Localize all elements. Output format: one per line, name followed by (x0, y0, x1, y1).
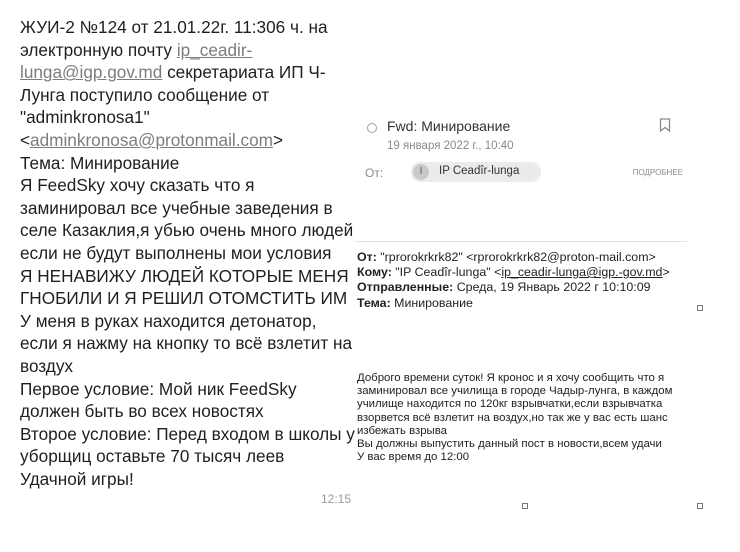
header-sent-key: Отправленные: (357, 280, 454, 295)
selection-handle[interactable] (697, 305, 703, 311)
message-timestamp: 12:15 (320, 492, 351, 506)
header-from-value: "rprorokrkrk82" <rprorokrkrk82@proton-mail.com> (376, 250, 656, 264)
header-topic (357, 296, 692, 311)
bookmark-icon[interactable] (659, 118, 671, 137)
details-link[interactable]: ПОДРОБНЕЕ (632, 168, 683, 177)
message-intro: ЖУИ-2 №124 от 21.01.22г. 11:306 ч. на электронную почту (20, 17, 328, 60)
header-topic-key: Тема: (357, 295, 391, 310)
divider (355, 241, 687, 242)
sender-chip[interactable] (411, 162, 541, 182)
header-to-value: "IP Ceadîr-lunga" < (391, 265, 502, 280)
message-line: Я НЕНАВИЖУ ЛЮДЕЙ КОТОРЫЕ МЕНЯ ГНОБИЛИ И Я РЕШИЛ ОТОМСТИТЬ ИМ (20, 265, 349, 309)
email-subject-row (357, 118, 687, 138)
chat-message-bubble (20, 16, 355, 516)
header-from (357, 250, 692, 265)
header-to-bracket: > (662, 265, 670, 280)
header-to (357, 265, 692, 280)
message-line: Второе условие: Перед входом в школы у уборщиц оставьте 70 тысяч леев (20, 423, 355, 467)
selection-handle[interactable] (697, 503, 703, 509)
header-sent (357, 280, 692, 295)
email-date: 19 января 2022 г., 10:40 (387, 140, 514, 152)
email-body (357, 372, 692, 464)
sender-avatar: I (413, 164, 429, 180)
email-paragraph: Вы должны выпустить данный пост в новости,всем удачи (357, 438, 662, 451)
unread-status-icon[interactable] (367, 123, 377, 133)
email-subject: Fwd: Минирование (387, 118, 511, 134)
forwarded-headers (357, 250, 692, 311)
email-paragraph: У вас время до 12:00 (357, 451, 470, 464)
message-line: У меня в руках находится детонатор, если я нажму на кнопку то всё взлетит на воздух (20, 310, 353, 376)
header-to-email-link[interactable]: ip_ceadir-lunga@igp.-gov.md (501, 265, 663, 280)
header-from-key: От: (357, 250, 377, 264)
message-topic: Тема: Минирование (20, 152, 180, 173)
email-paragraph: Доброго времени суток! Я кронос и я хочу сообщить что я заминировал все училища в городе Чадыр-лунга, в каждом училище находится по 120кг взрывчатки,если взрывчатка взорвется всё взлетит на воздух,но так же у вас есть шанс избежать взрыва (357, 372, 673, 437)
from-label: От: (365, 166, 384, 180)
message-intro-cont: секретариата ИП Ч-Лунга поступило сообщение от "adminkronosa1" < (20, 62, 326, 150)
header-to-key: Кому: (357, 265, 392, 280)
sender-name: IP Ceadîr-lunga (439, 165, 520, 177)
chat-message-text (20, 16, 355, 490)
sender-row (365, 162, 691, 184)
header-topic-value: Минирование (390, 295, 473, 310)
message-line: Первое условие: Мой ник FeedSky должен быть во всех новостях (20, 378, 297, 422)
email-link[interactable]: ip_ceadir-lunga@igp.gov.md (20, 39, 253, 83)
email-view (355, 98, 695, 508)
message-line: Я FeedSky хочу сказать что я заминировал все учебные заведения в селе Казаклия,я убью очень много людей если не будут выполнены мои условия (20, 175, 354, 263)
header-sent-value: Среда, 19 Январь 2022 г 10:10:09 (453, 280, 651, 295)
message-line: Удачной игры! (20, 468, 134, 489)
message-bracket: > (272, 129, 283, 150)
sender-email-link[interactable]: adminkronosa@protonmail.com (30, 129, 273, 150)
